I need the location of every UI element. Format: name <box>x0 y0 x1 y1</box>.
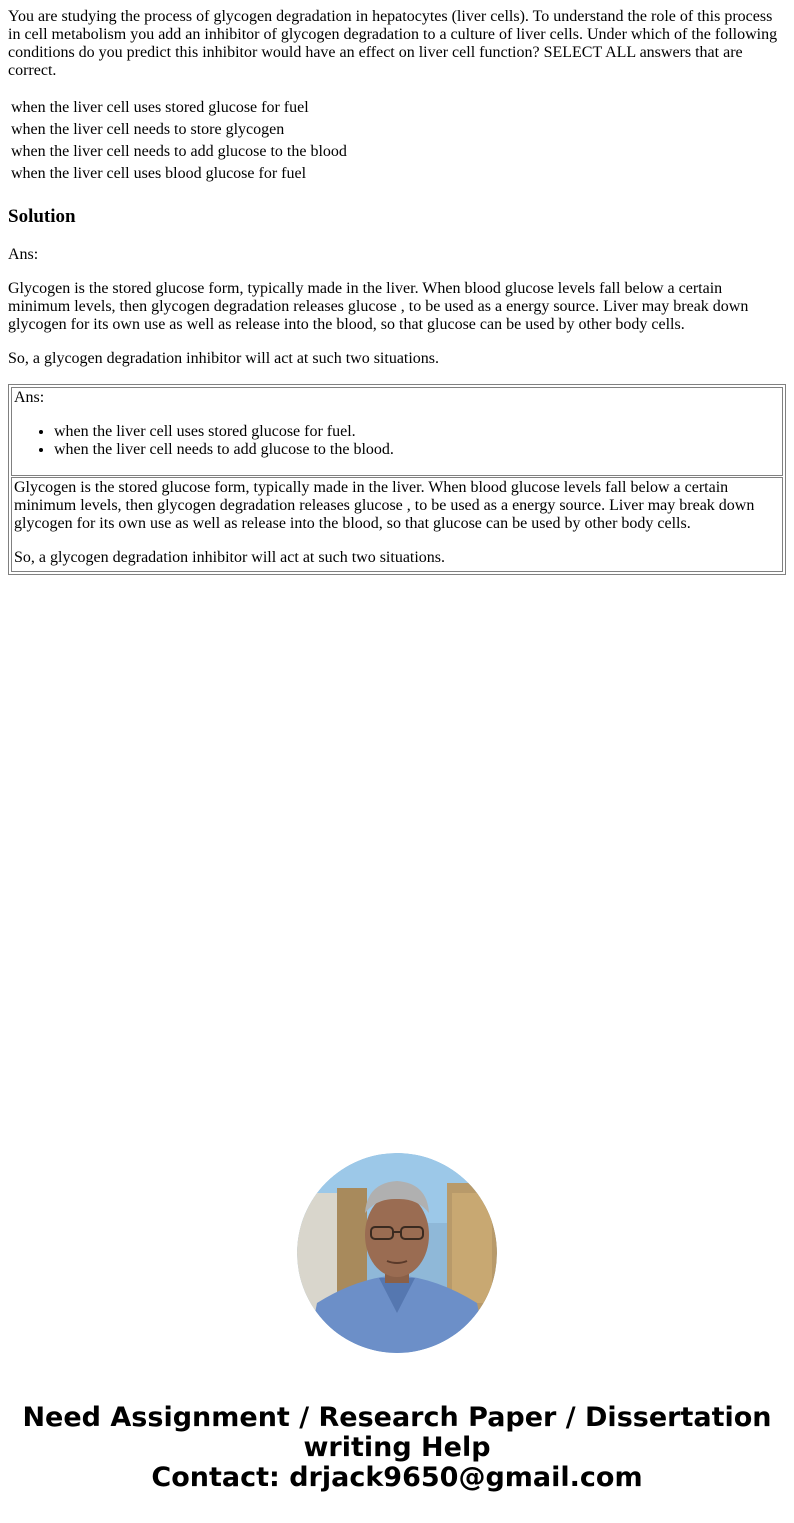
solution-ans-label: Ans: <box>8 246 39 263</box>
promo-line-2: writing Help <box>303 1432 491 1463</box>
promo-banner <box>0 1403 794 1493</box>
author-photo-image <box>297 1153 497 1353</box>
answer-options <box>8 97 786 185</box>
document-content <box>8 8 786 566</box>
explanation-paragraph-1: Glycogen is the stored glucose form, typically made in the liver. When blood glucose levels fall below a certain minimum levels, then glycogen degradation releases glucose , to be used as a energy source. Liver may break down glycogen for its own use as well as release into the blood, so that glucose can be used by other body cells. <box>14 479 755 532</box>
option-2[interactable]: when the liver cell needs to store glycogen <box>11 121 285 138</box>
solution-paragraph-2: So, a glycogen degradation inhibitor will act at such two situations. <box>8 350 440 367</box>
option-1[interactable]: when the liver cell uses stored glucose for fuel <box>11 99 309 116</box>
answer-cell <box>11 387 783 476</box>
solution-paragraph-1: Glycogen is the stored glucose form, typically made in the liver. When blood glucose levels fall below a certain minimum levels, then glycogen degradation releases glucose , to be used as a energy source. Liver may break down glycogen for its own use as well as release into the blood, so that glucose can be used by other body cells. <box>8 280 749 333</box>
answer-cell-label: Ans: <box>14 389 45 406</box>
solution-heading: Solution <box>8 206 76 227</box>
answer-list <box>14 423 781 459</box>
promo-line-1: Need Assignment / Research Paper / Dissertation <box>22 1402 772 1433</box>
author-photo <box>297 1153 497 1353</box>
question-text: You are studying the process of glycogen degradation in hepatocytes (liver cells). To understand the role of this process in cell metabolism you add an inhibitor of glycogen degradation to a culture of liver cells. Under which of the following conditions do you predict this inhibitor would have an effect on liver cell function? SELECT ALL answers that are correct. <box>8 8 778 79</box>
answer-item-2: • when the liver cell needs to add glucose to the blood. <box>54 441 781 459</box>
promo-contact[interactable]: Contact: drjack9650@gmail.com <box>151 1462 643 1493</box>
explanation-cell <box>11 477 783 572</box>
answer-table <box>8 384 786 575</box>
option-3[interactable]: when the liver cell needs to add glucose to the blood <box>11 143 347 160</box>
explanation-paragraph-2: So, a glycogen degradation inhibitor will act at such two situations. <box>14 549 446 566</box>
option-4[interactable]: when the liver cell uses blood glucose for fuel <box>11 165 307 182</box>
answer-item-1: • when the liver cell uses stored glucose for fuel. <box>54 423 781 441</box>
